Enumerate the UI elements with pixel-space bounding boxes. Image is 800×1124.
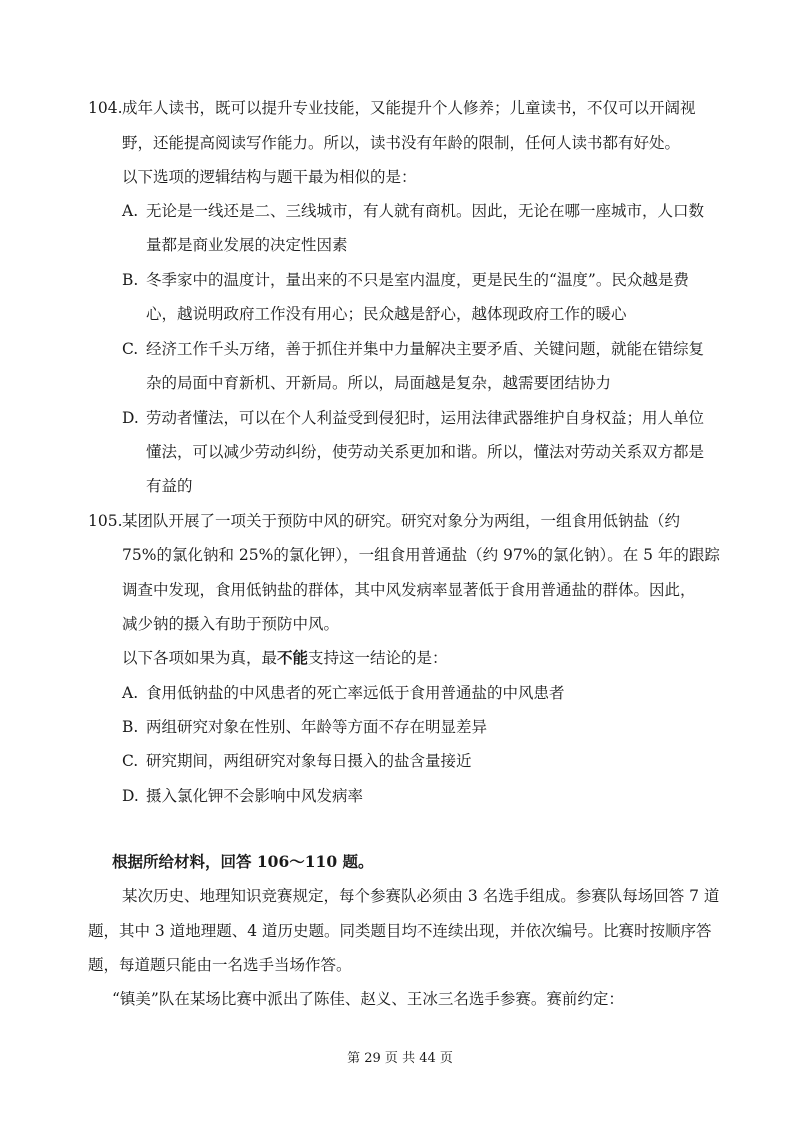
q104-option-c-line-1: 经济工作千头万绪，善于抓住并集中力量解决主要矛盾、关键问题，就能在错综复 bbox=[146, 340, 705, 358]
question-number-104: 104. bbox=[88, 99, 123, 117]
q105-option-a-label: A. bbox=[122, 684, 139, 702]
q105-prompt bbox=[122, 647, 448, 669]
q104-option-c-line-2: 杂的局面中育新机、开新局。所以，局面越是复杂，越需要团结协力 bbox=[146, 374, 612, 392]
q104-option-c-label: C. bbox=[122, 340, 139, 358]
q104-option-a-line-2: 量都是商业发展的决定性因素 bbox=[146, 236, 348, 254]
q104-option-a-line-1: 无论是一线还是二、三线城市，有人就有商机。因此，无论在哪一座城市，人口数 bbox=[146, 202, 705, 220]
q105-prompt-end: 支持这一结论的是： bbox=[308, 649, 448, 667]
q104-option-a-label: A. bbox=[122, 202, 139, 220]
q104-option-d-line-3: 有益的 bbox=[146, 477, 193, 495]
q105-option-d-label: D. bbox=[122, 787, 139, 805]
q104-option-b-line-2: 心，越说明政府工作没有用心；民众越是舒心，越体现政府工作的暖心 bbox=[146, 305, 627, 323]
q105-prompt-emphasis: 不能 bbox=[277, 648, 309, 667]
material-para1-line-1: 某次历史、地理知识竞赛规定，每个参赛队必须由 3 名选手组成。参赛队每场回答 7 道 bbox=[122, 887, 720, 905]
q105-stem-line-1: 某团队开展了一项关于预防中风的研究。研究对象分为两组，一组食用低钠盐（约 bbox=[122, 512, 681, 530]
material-heading: 根据所给材料，回答 106～110 题。 bbox=[112, 852, 374, 871]
q105-option-a-text: 食用低钠盐的中风患者的死亡率远低于食用普通盐的中风患者 bbox=[146, 684, 565, 702]
q104-prompt: 以下选项的逻辑结构与题干最为相似的是： bbox=[122, 168, 417, 186]
q104-option-b-line-1: 冬季家中的温度计，量出来的不只是室内温度，更是民生的“温度”。民众越是费 bbox=[146, 271, 689, 289]
q105-option-b-text: 两组研究对象在性别、年龄等方面不存在明显差异 bbox=[146, 718, 488, 736]
q105-prompt-start: 以下各项如果为真，最 bbox=[122, 649, 278, 667]
q105-option-c-text: 研究期间，两组研究对象每日摄入的盐含量接近 bbox=[146, 752, 472, 770]
q105-option-b-label: B. bbox=[122, 718, 139, 736]
q104-stem-line-1: 成年人读书，既可以提升专业技能，又能提升个人修养；儿童读书，不仅可以开阔视 bbox=[122, 99, 696, 117]
material-para1-line-3: 题，每道题只能由一名选手当场作答。 bbox=[88, 956, 352, 974]
q104-stem-line-2: 野，还能提高阅读写作能力。所以，读书没有年龄的限制，任何人读书都有好处。 bbox=[122, 134, 681, 152]
q104-option-b-label: B. bbox=[122, 271, 139, 289]
q104-option-d-line-2: 懂法，可以减少劳动纠纷，使劳动关系更加和谐。所以，懂法对劳动关系双方都是 bbox=[146, 443, 705, 461]
page-footer: 第 29 页 共 44 页 bbox=[347, 1051, 453, 1066]
q104-option-d-label: D. bbox=[122, 409, 139, 427]
material-para2: “镇美”队在某场比赛中派出了陈佳、赵义、王冰三名选手参赛。赛前约定： bbox=[112, 990, 624, 1008]
q105-stem-line-2: 75%的氯化钠和 25%的氯化钾），一组食用普通盐（约 97%的氯化钠）。在 5 年的跟踪 bbox=[122, 546, 720, 564]
q105-option-c-label: C. bbox=[122, 752, 139, 770]
q105-option-d-text: 摄入氯化钾不会影响中风发病率 bbox=[146, 787, 364, 805]
question-number-105: 105. bbox=[88, 512, 123, 530]
q105-stem-line-3: 调查中发现，食用低钠盐的群体，其中风发病率显著低于食用普通盐的群体。因此， bbox=[122, 581, 696, 599]
material-para1-line-2: 题，其中 3 道地理题、4 道历史题。同类题目均不连续出现，并依次编号。比赛时按顺序答 bbox=[88, 922, 712, 940]
q104-option-d-line-1: 劳动者懂法，可以在个人利益受到侵犯时，运用法律武器维护自身权益；用人单位 bbox=[146, 409, 705, 427]
q105-stem-line-4: 减少钠的摄入有助于预防中风。 bbox=[122, 615, 340, 633]
